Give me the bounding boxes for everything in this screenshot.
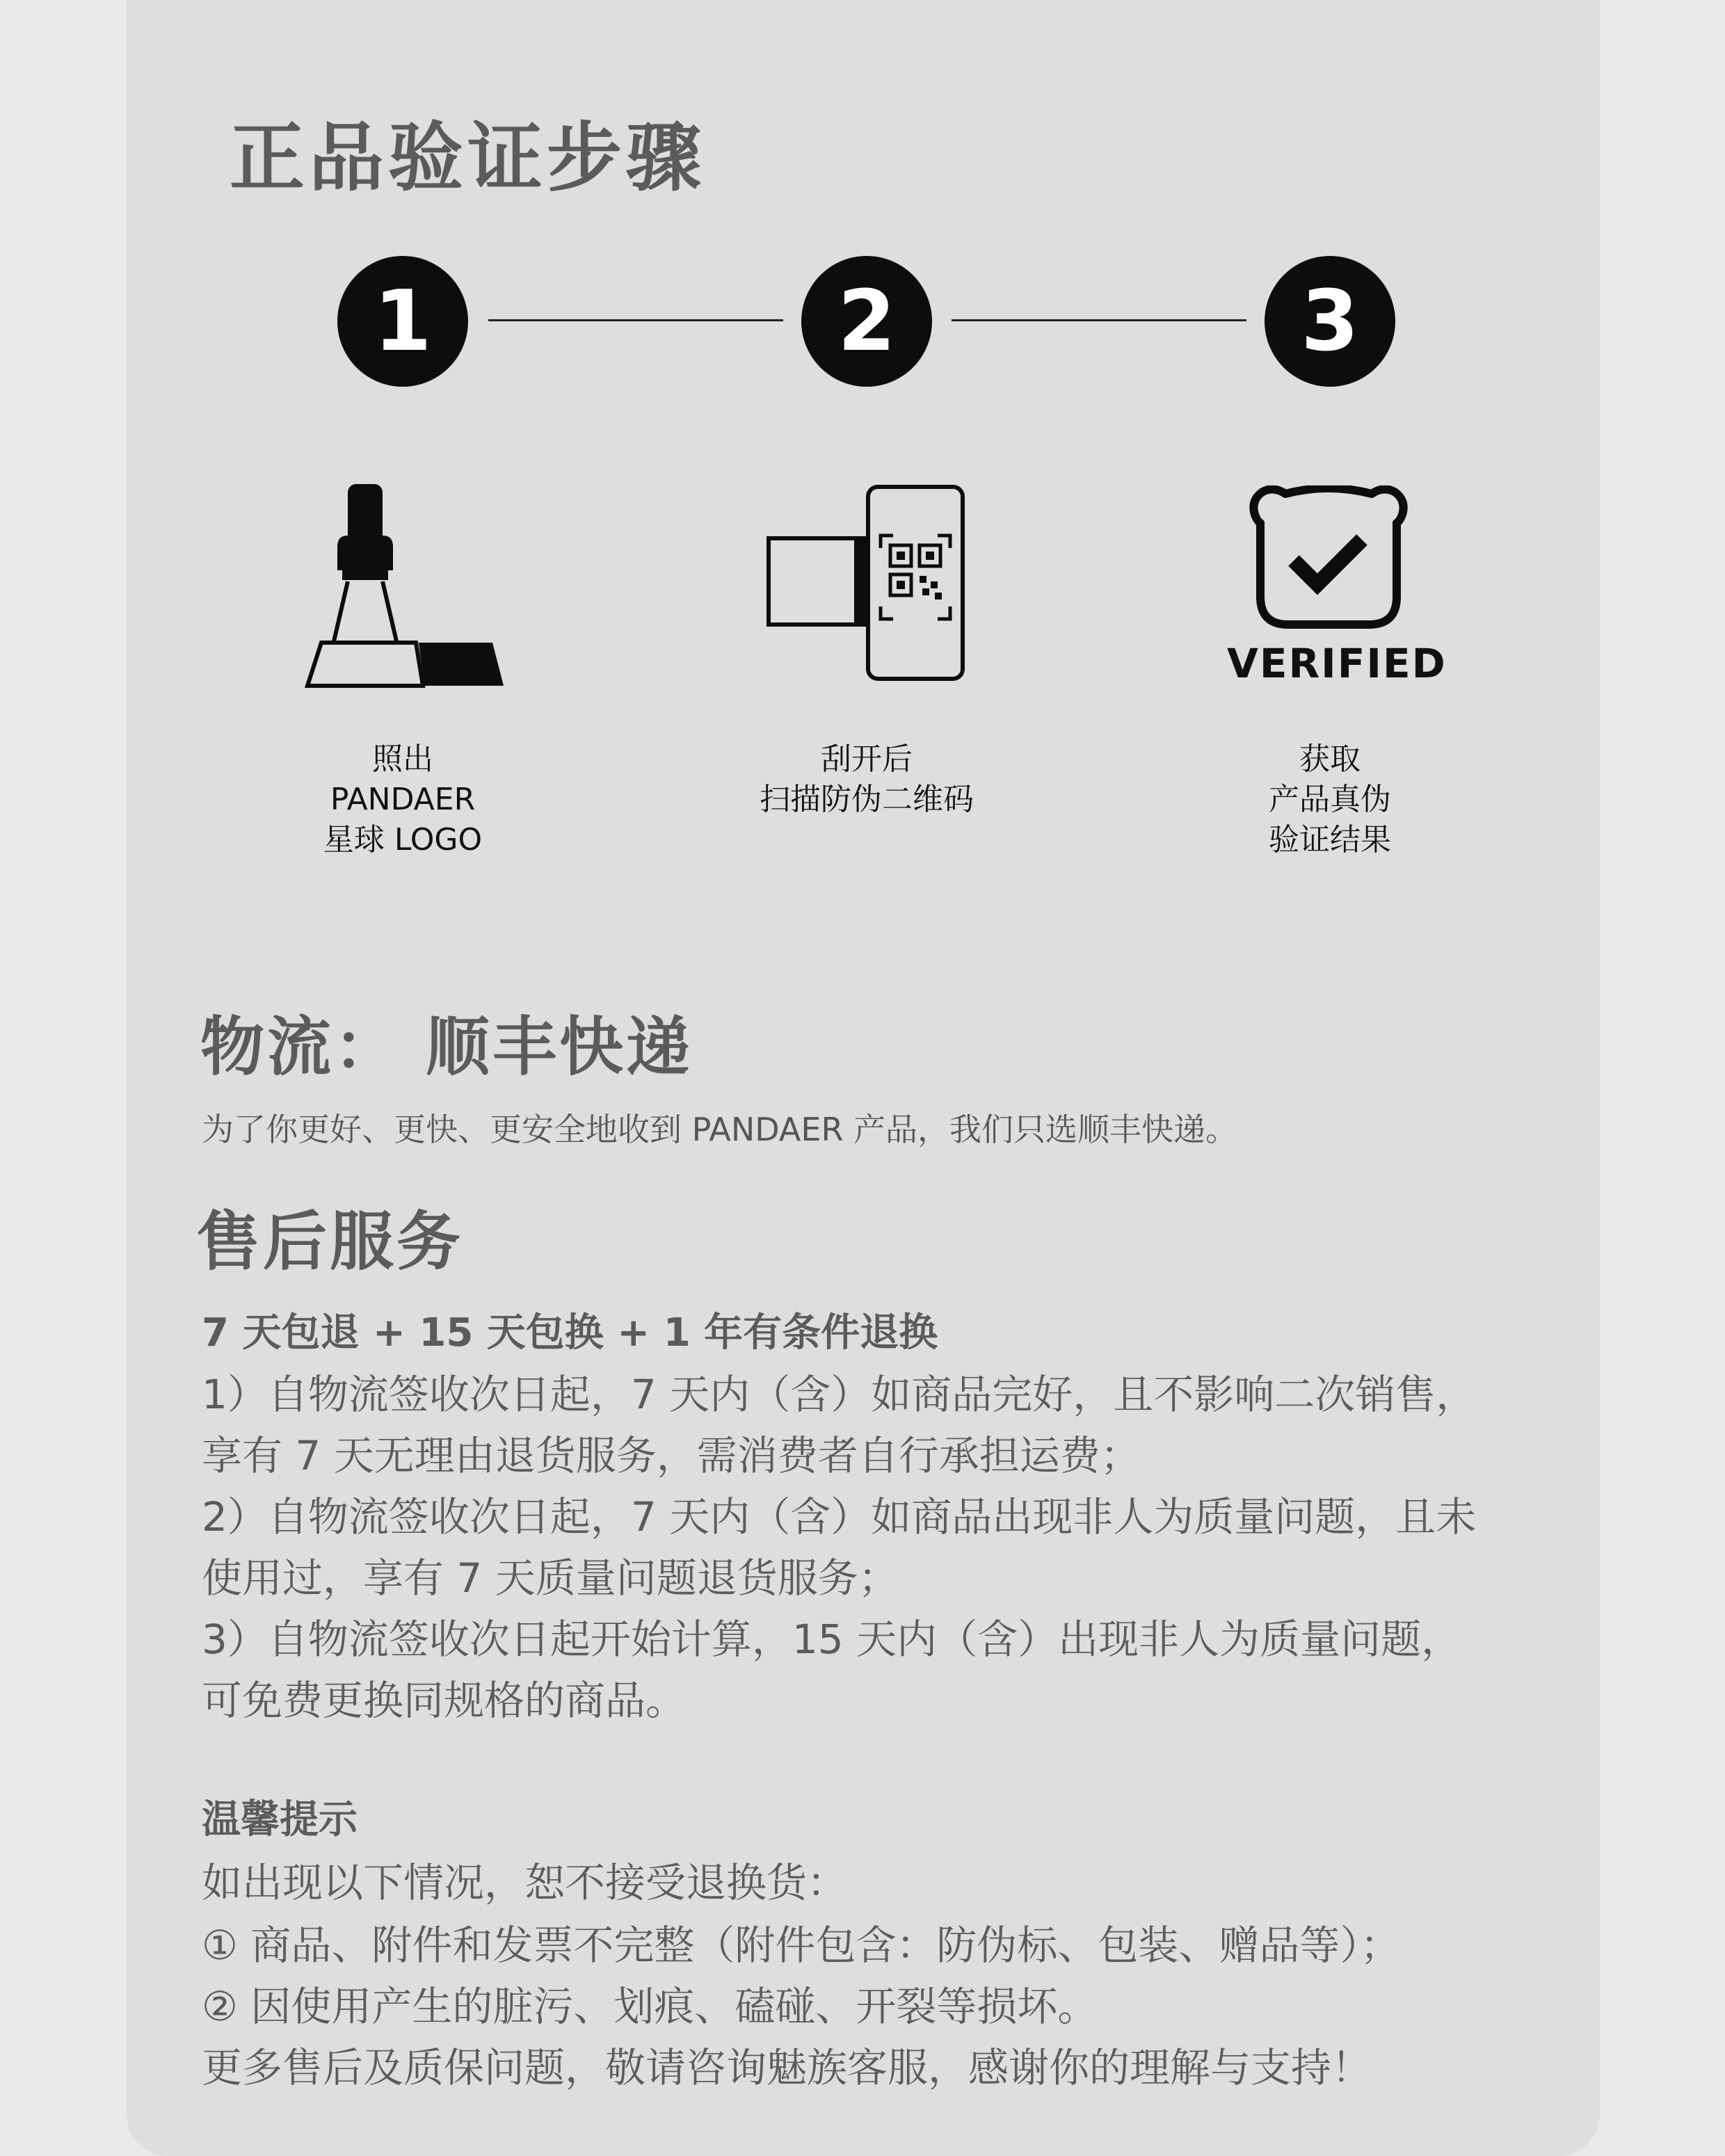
logo-projection-area xyxy=(307,643,423,686)
flashlight-head xyxy=(337,536,393,570)
step-3-label: 获取 产品真伪 验证结果 xyxy=(1269,741,1391,858)
step-connector-2 xyxy=(952,319,1246,321)
step-1-circle: 1 xyxy=(337,256,468,387)
phone-outline xyxy=(868,487,963,679)
flashlight-logo-icon xyxy=(299,480,508,695)
policy-line: 2）自物流签收次日起，7 天内（含）如商品出现非人为质量问题，且未 xyxy=(202,1493,1477,1540)
step-2-circle: 2 xyxy=(801,256,932,387)
policy-line: 3）自物流签收次日起开始计算，15 天内（含）出现非人为质量问题， xyxy=(202,1616,1462,1663)
step-1-label: 照出 PANDAER 星球 LOGO xyxy=(323,741,483,858)
scratch-card-outline xyxy=(769,538,866,625)
after-sales-title: 售后服务 xyxy=(196,1205,464,1279)
after-sales-headline: 7 天包退 + 15 天包换 + 1 年有条件退换 xyxy=(202,1310,938,1355)
tips-line: 更多售后及质保问题，敬请咨询魅族客服，感谢你的理解与支持！ xyxy=(202,2044,1372,2091)
qr-code-icon xyxy=(765,484,967,683)
logo-projection-mark xyxy=(419,643,504,686)
bear-badge-outline xyxy=(1253,488,1403,625)
verified-bear-icon xyxy=(1245,485,1412,629)
tips-line: 如出现以下情况，恕不接受退换货： xyxy=(202,1859,848,1906)
tips-line: ② 因使用产生的脏污、划痕、磕碰、开裂等损坏。 xyxy=(202,1983,1098,2030)
page-title: 正品验证步骤 xyxy=(230,115,706,202)
flashlight-lens xyxy=(342,570,388,580)
step-connector-1 xyxy=(488,319,783,321)
policy-line: 1）自物流签收次日起，7 天内（含）如商品完好，且不影响二次销售， xyxy=(202,1371,1477,1418)
step-3-circle: 3 xyxy=(1265,256,1395,387)
verified-badge-text: VERIFIED xyxy=(1227,640,1447,687)
policy-line: 使用过，享有 7 天质量问题退货服务； xyxy=(202,1554,899,1602)
step-2-label: 刮开后 扫描防伪二维码 xyxy=(760,741,974,817)
logistics-title: 物流： 顺丰快递 xyxy=(200,1010,693,1084)
light-beam-left xyxy=(334,581,348,641)
checkmark-icon xyxy=(1294,540,1362,584)
tips-line: ① 商品、附件和发票不完整（附件包含：防伪标、包装、赠品等）； xyxy=(202,1922,1401,1969)
policy-line: 享有 7 天无理由退货服务，需消费者自行承担运费； xyxy=(202,1432,1141,1479)
light-beam-right xyxy=(383,581,396,641)
tips-title: 温馨提示 xyxy=(202,1797,358,1842)
policy-line: 可免费更换同规格的商品。 xyxy=(202,1677,687,1724)
logistics-description: 为了你更好、更快、更安全地收到 PANDAER 产品，我们只选顺丰快递。 xyxy=(202,1111,1238,1148)
